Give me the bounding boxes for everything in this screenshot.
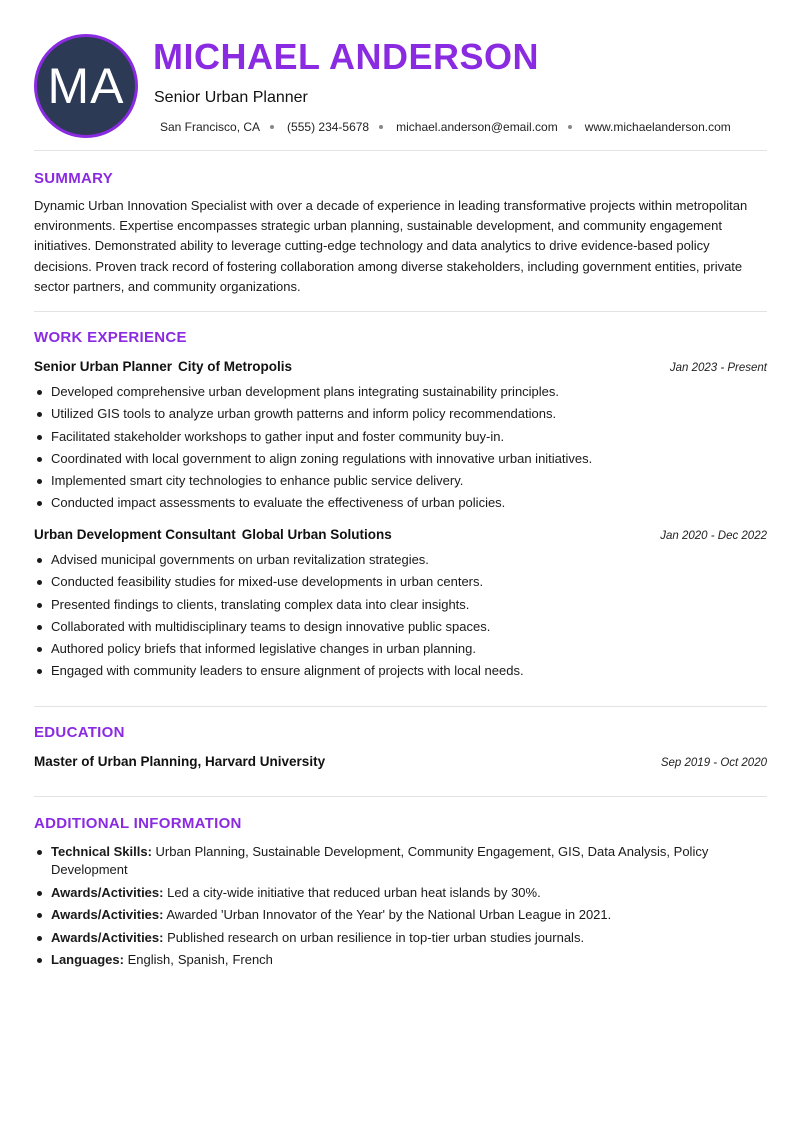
summary-heading: SUMMARY	[34, 170, 114, 187]
list-item: Facilitated stakeholder workshops to gather input and foster community buy-in.	[34, 429, 767, 445]
job-bullets	[34, 384, 767, 518]
separator-dot	[270, 125, 274, 129]
job-header	[34, 526, 767, 545]
separator-dot	[568, 125, 572, 129]
list-item	[34, 843, 734, 879]
list-item: Authored policy briefs that informed legislative changes in urban planning.	[34, 641, 767, 657]
info-text: Published research on urban resilience in top-tier urban studies journals.	[167, 929, 585, 945]
avatar-initials: MA	[47, 58, 125, 114]
job-dates: Jan 2023 - Present	[669, 362, 767, 374]
summary-text: Dynamic Urban Innovation Specialist with over a decade of experience in leading transformative projects within metropolitan environments. Expertise encompasses strategic urban planning, sustainable development, and community engagement initiatives. Demonstrated ability to leverage cutting-edge technology and data analytics to drive evidence-based policy decisions. Proven track record of fostering collaboration among diverse stakeholders, including government entities, private sector partners, and community organizations.	[34, 198, 748, 294]
list-item: Advised municipal governments on urban revitalization strategies.	[34, 552, 767, 568]
contact-info	[160, 119, 731, 135]
list-item: Implemented smart city technologies to enhance public service delivery.	[34, 473, 767, 489]
list-item: Presented findings to clients, translating complex data into clear insights.	[34, 597, 767, 613]
job-company: City of Metropolis	[178, 359, 293, 374]
job-role-line	[34, 358, 292, 376]
divider	[34, 150, 767, 151]
language: French	[232, 952, 273, 967]
list-item: Utilized GIS tools to analyze urban growth patterns and inform policy recommendations.	[34, 406, 767, 422]
language: English,	[127, 952, 174, 967]
additional-list	[34, 843, 734, 974]
info-label: Awards/Activities:	[51, 907, 164, 922]
job-company: Global Urban Solutions	[241, 527, 392, 542]
info-label: Technical Skills:	[51, 844, 152, 859]
list-item	[34, 906, 734, 924]
contact-phone[interactable]: (555) 234-5678	[287, 120, 370, 134]
job-bullets	[34, 552, 767, 686]
list-item	[34, 929, 734, 947]
education-heading: EDUCATION	[34, 724, 125, 741]
divider	[34, 311, 767, 312]
languages-item	[34, 951, 734, 969]
contact-email[interactable]: michael.anderson@email.com	[396, 120, 558, 134]
divider	[34, 796, 767, 797]
job-dates: Jan 2020 - Dec 2022	[660, 530, 767, 542]
list-item: Developed comprehensive urban development plans integrating sustainability principles.	[34, 384, 767, 400]
education-degree: Master of Urban Planning, Harvard University	[34, 754, 326, 769]
contact-website[interactable]: www.michaelanderson.com	[584, 120, 731, 134]
avatar	[34, 34, 138, 138]
info-text: Urban Planning, Sustainable Development, Community Engagement, GIS, Data Analysis, Policy Development	[51, 844, 709, 877]
list-item: Conducted feasibility studies for mixed-use developments in urban centers.	[34, 574, 767, 590]
list-item: Collaborated with multidisciplinary teams to design innovative public spaces.	[34, 619, 767, 635]
language: Spanish,	[177, 952, 229, 967]
list-item: Coordinated with local government to align zoning regulations with innovative urban initiatives.	[34, 451, 767, 467]
info-label: Awards/Activities:	[51, 929, 164, 945]
info-label: Languages:	[51, 952, 124, 967]
additional-heading: ADDITIONAL INFORMATION	[34, 815, 242, 832]
list-item: Engaged with community leaders to ensure alignment of projects with local needs.	[34, 663, 767, 679]
info-text: Led a city-wide initiative that reduced urban heat islands by 30%.	[167, 884, 541, 900]
job-role: Urban Development Consultant	[34, 527, 236, 542]
education-entry	[34, 753, 767, 772]
info-label: Awards/Activities:	[51, 884, 164, 900]
job-header	[34, 358, 767, 377]
candidate-name: MICHAEL ANDERSON	[153, 36, 540, 77]
job-role: Senior Urban Planner	[34, 359, 173, 374]
separator-dot	[379, 125, 383, 129]
experience-heading: WORK EXPERIENCE	[34, 329, 187, 346]
job-role-line	[34, 526, 392, 544]
education-dates: Sep 2019 - Oct 2020	[660, 757, 767, 769]
list-item: Conducted impact assessments to evaluate the effectiveness of urban policies.	[34, 495, 767, 511]
candidate-title: Senior Urban Planner	[154, 89, 308, 106]
divider	[34, 706, 767, 707]
info-text: Awarded 'Urban Innovator of the Year' by the National Urban League in 2021.	[166, 907, 612, 922]
contact-location: San Francisco, CA	[160, 120, 261, 134]
list-item	[34, 884, 734, 902]
